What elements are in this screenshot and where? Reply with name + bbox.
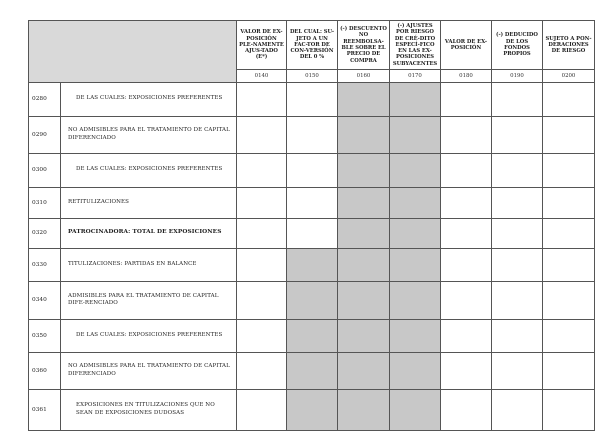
cell-0320-0190[interactable] xyxy=(491,218,543,249)
cell-0350-0200[interactable] xyxy=(542,319,595,353)
cell-0361-0180[interactable] xyxy=(440,389,492,431)
cell-0361-0170 xyxy=(389,389,441,431)
cell-0280-0170 xyxy=(389,82,441,117)
column-header-label: VALOR DE EX-POSICIÓN xyxy=(444,38,488,51)
cell-0300-0200[interactable] xyxy=(542,153,595,188)
cell-0330-0170 xyxy=(389,248,441,282)
column-header-label: (-) DEDUCIDO DE LOS FONDOS PROPIOS xyxy=(496,32,538,58)
column-header-0140 xyxy=(236,20,287,70)
column-header-label: (-) AJUSTES POR RIESGO DE CRÉ-DITO ESPECÍ-FICO EN LAS EX-POSICIONES SUBYACENTES xyxy=(392,22,438,67)
cell-0280-0180[interactable] xyxy=(440,82,492,117)
cell-0280-0150[interactable] xyxy=(286,82,338,117)
cell-0290-0180[interactable] xyxy=(440,116,492,154)
row-label xyxy=(60,153,236,187)
cell-0290-0140[interactable] xyxy=(236,116,287,154)
row-label-text: RETITULIZACIONES xyxy=(68,198,130,205)
cell-0330-0200[interactable] xyxy=(542,248,595,282)
cell-0350-0140[interactable] xyxy=(236,319,287,353)
cell-0300-0160 xyxy=(337,153,390,188)
column-header-label: SUJETO A PON-DERACIONES DE RIESGO xyxy=(545,35,592,55)
cell-0310-0160 xyxy=(337,187,390,219)
cell-0290-0190[interactable] xyxy=(491,116,543,154)
row-code-label: 0350 xyxy=(32,332,47,339)
cell-0330-0140[interactable] xyxy=(236,248,287,282)
row-label xyxy=(60,319,236,352)
cell-0320-0180[interactable] xyxy=(440,218,492,249)
column-code-0170 xyxy=(389,69,441,83)
row-label xyxy=(60,187,236,218)
row-label-text: DE LAS CUALES: EXPOSICIONES PREFERENTES xyxy=(76,331,223,338)
cell-0340-0200[interactable] xyxy=(542,281,595,320)
row-label-text: NO ADMISIBLES PARA EL TRATAMIENTO DE CAPITAL DIFERENCIADO xyxy=(68,127,230,141)
cell-0310-0200[interactable] xyxy=(542,187,595,219)
cell-0320-0150[interactable] xyxy=(286,218,338,249)
column-code-0180 xyxy=(440,69,492,83)
row-code xyxy=(28,248,60,281)
cell-0300-0170 xyxy=(389,153,441,188)
column-header-0180 xyxy=(440,20,492,70)
cell-0320-0170 xyxy=(389,218,441,249)
column-code-label: 0190 xyxy=(510,73,524,79)
column-header-label: VALOR DE EX-POSICIÓN PLE-NAMENTE AJUS-TADO (E*) xyxy=(239,29,284,61)
cell-0310-0170 xyxy=(389,187,441,219)
row-code xyxy=(28,281,60,319)
row-code xyxy=(28,218,60,248)
cell-0280-0190[interactable] xyxy=(491,82,543,117)
cell-0310-0150[interactable] xyxy=(286,187,338,219)
column-header-0190 xyxy=(491,20,543,70)
cell-0290-0150[interactable] xyxy=(286,116,338,154)
column-code-label: 0180 xyxy=(459,73,473,79)
cell-0340-0180[interactable] xyxy=(440,281,492,320)
cell-0360-0200[interactable] xyxy=(542,352,595,390)
cell-0360-0160 xyxy=(337,352,390,390)
cell-0300-0180[interactable] xyxy=(440,153,492,188)
row-label xyxy=(60,281,236,319)
cell-0310-0180[interactable] xyxy=(440,187,492,219)
cell-0350-0180[interactable] xyxy=(440,319,492,353)
row-code xyxy=(28,319,60,352)
row-code-label: 0361 xyxy=(32,406,47,413)
cell-0300-0190[interactable] xyxy=(491,153,543,188)
cell-0360-0140[interactable] xyxy=(236,352,287,390)
row-label-text: NO ADMISIBLES PARA EL TRATAMIENTO DE CAPITAL DIFERENCIADO xyxy=(68,363,230,377)
cell-0330-0150 xyxy=(286,248,338,282)
column-code-label: 0160 xyxy=(356,73,371,79)
cell-0320-0200[interactable] xyxy=(542,218,595,249)
cell-0290-0160 xyxy=(337,116,390,154)
column-code-label: 0170 xyxy=(408,73,422,79)
row-label xyxy=(60,389,236,430)
row-code-label: 0310 xyxy=(32,199,47,206)
cell-0330-0190[interactable] xyxy=(491,248,543,282)
column-code-0150 xyxy=(286,69,338,83)
cell-0330-0160 xyxy=(337,248,390,282)
cell-0360-0170 xyxy=(389,352,441,390)
row-label xyxy=(60,352,236,389)
row-label xyxy=(60,82,236,116)
column-header-0160 xyxy=(337,20,390,70)
row-code-label: 0320 xyxy=(32,230,47,236)
row-code xyxy=(28,352,60,389)
row-label xyxy=(60,116,236,153)
cell-0310-0140[interactable] xyxy=(236,187,287,219)
column-code-label: 0140 xyxy=(254,73,269,79)
column-code-0200 xyxy=(542,69,595,83)
cell-0360-0190[interactable] xyxy=(491,352,543,390)
cell-0280-0160 xyxy=(337,82,390,117)
cell-0310-0190[interactable] xyxy=(491,187,543,219)
cell-0340-0140[interactable] xyxy=(236,281,287,320)
cell-0340-0190[interactable] xyxy=(491,281,543,320)
cell-0330-0180[interactable] xyxy=(440,248,492,282)
cell-0360-0180[interactable] xyxy=(440,352,492,390)
cell-0340-0150 xyxy=(286,281,338,320)
column-header-label: DEL CUAL: SU-JETO A UN FAC-TOR DE CON-VERSIÓN DEL 0 % xyxy=(289,29,335,61)
row-code xyxy=(28,153,60,187)
cell-0350-0160 xyxy=(337,319,390,353)
cell-0361-0190[interactable] xyxy=(491,389,543,431)
column-header-0150 xyxy=(286,20,338,70)
column-header-0200 xyxy=(542,20,595,70)
column-code-label: 0150 xyxy=(305,73,319,79)
cell-0290-0170 xyxy=(389,116,441,154)
column-header-0170 xyxy=(389,20,441,70)
row-label-text: DE LAS CUALES: EXPOSICIONES PREFERENTES xyxy=(76,166,223,173)
row-label-text: ADMISIBLES PARA EL TRATAMIENTO DE CAPITAL DIFE-RENCIADO xyxy=(68,292,219,306)
cell-0280-0200[interactable] xyxy=(542,82,595,117)
row-code xyxy=(28,389,60,430)
cell-0361-0150 xyxy=(286,389,338,431)
row-label-text: TITULIZACIONES: PARTIDAS EN BALANCE xyxy=(68,260,197,267)
row-code-label: 0290 xyxy=(32,131,47,138)
cell-0300-0140[interactable] xyxy=(236,153,287,188)
cell-0350-0150 xyxy=(286,319,338,353)
column-code-0140 xyxy=(236,69,287,83)
cell-0350-0190[interactable] xyxy=(491,319,543,353)
cell-0290-0200[interactable] xyxy=(542,116,595,154)
row-code-label: 0340 xyxy=(32,297,47,303)
cell-0350-0170 xyxy=(389,319,441,353)
header-blank xyxy=(28,20,237,83)
column-code-0190 xyxy=(491,69,543,83)
column-header-label: (-) DESCUENTO NO REEMBOLSA-BLE SOBRE EL PRECIO DE COMPRA xyxy=(340,26,387,64)
row-code-label: 0360 xyxy=(32,367,47,374)
row-code-label: 0280 xyxy=(32,96,47,102)
cell-0320-0160 xyxy=(337,218,390,249)
row-code-label: 0300 xyxy=(32,167,47,173)
cell-0340-0160 xyxy=(337,281,390,320)
row-code xyxy=(28,82,60,116)
row-label-text: DE LAS CUALES: EXPOSICIONES PREFERENTES xyxy=(76,95,223,102)
cell-0320-0140[interactable] xyxy=(236,218,287,249)
row-label xyxy=(60,248,236,281)
row-label-text: PATROCINADORA: TOTAL DE EXPOSICIONES xyxy=(68,229,222,236)
cell-0361-0200[interactable] xyxy=(542,389,595,431)
cell-0280-0140[interactable] xyxy=(236,82,287,117)
row-code xyxy=(28,116,60,153)
cell-0340-0170 xyxy=(389,281,441,320)
cell-0300-0150[interactable] xyxy=(286,153,338,188)
column-code-0160 xyxy=(337,69,390,83)
row-label xyxy=(60,218,236,248)
row-code xyxy=(28,187,60,218)
cell-0361-0160 xyxy=(337,389,390,431)
row-code-label: 0330 xyxy=(32,261,47,268)
column-code-label: 0200 xyxy=(561,73,576,79)
row-label-text: EXPOSICIONES EN TITULIZACIONES QUE NO SEAN DE EXPOSICIONES DUDOSAS xyxy=(76,402,215,416)
cell-0361-0140[interactable] xyxy=(236,389,287,431)
cell-0360-0150 xyxy=(286,352,338,390)
